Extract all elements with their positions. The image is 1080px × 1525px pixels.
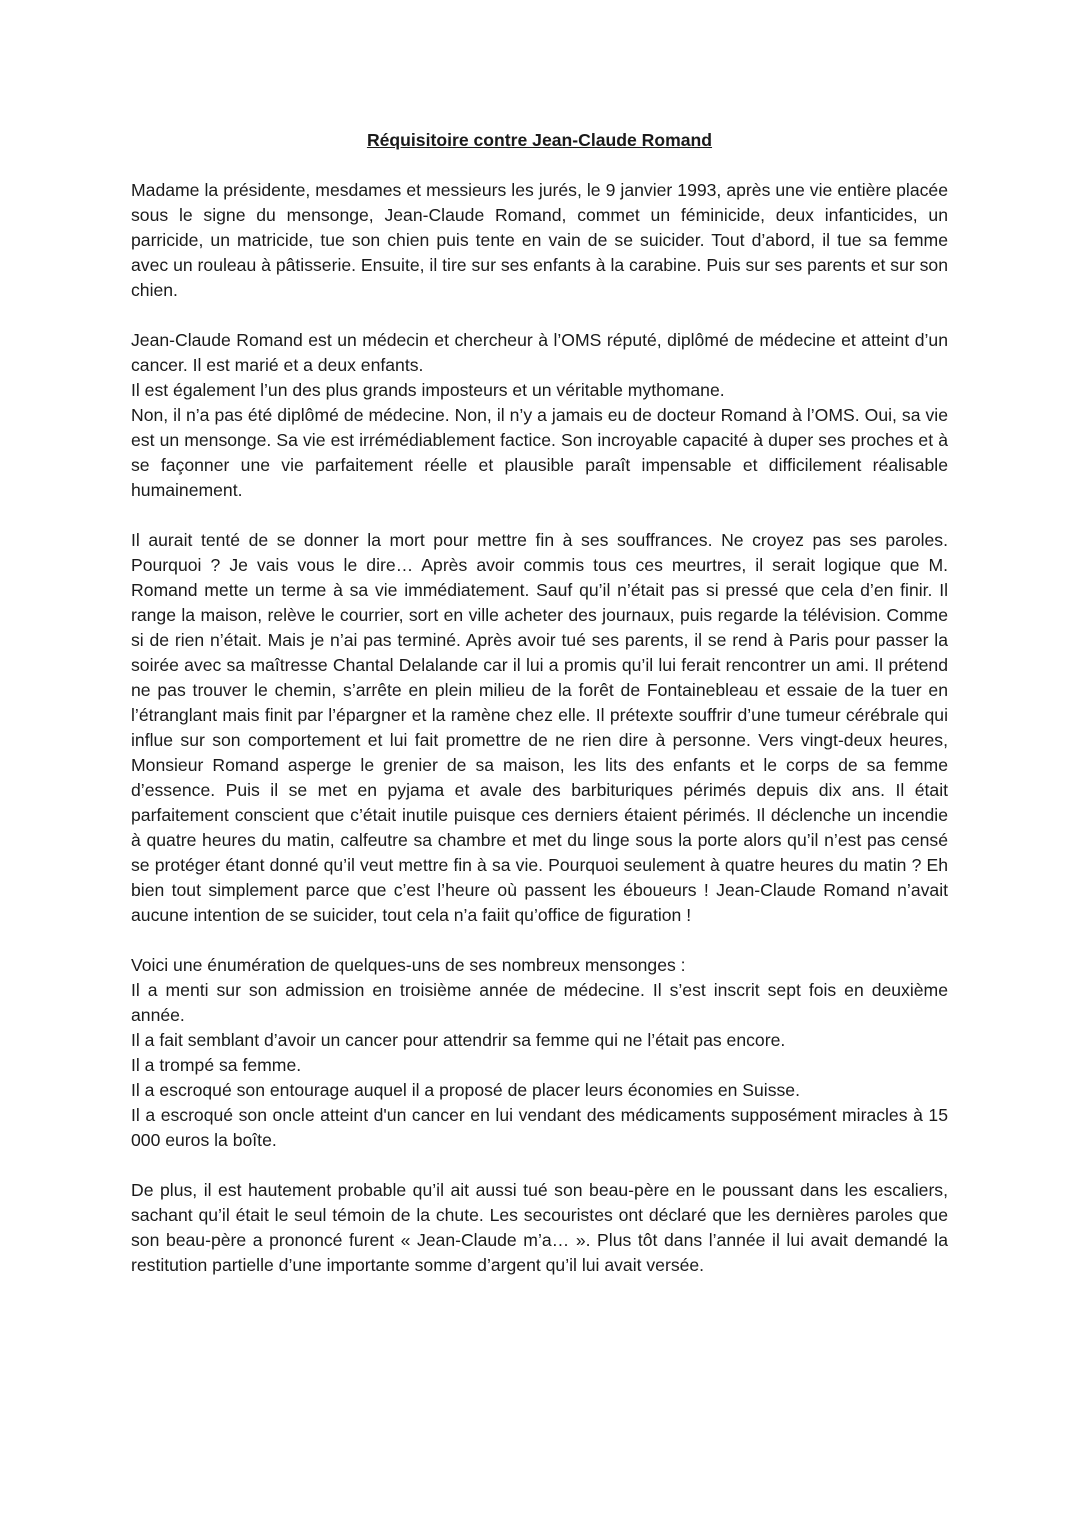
list-item: Il a escroqué son entourage auquel il a proposé de placer leurs économies en Suisse. [131,1080,800,1100]
section-identity [131,328,948,503]
document-title: Réquisitoire contre Jean-Claude Romand [366,130,713,150]
list-item: Il a escroqué son oncle atteint d'un cancer en lui vendant des médicaments supposément miracles à 15 000 euros la boîte. [131,1105,948,1150]
paragraph-intro: Madame la présidente, mesdames et messieurs les jurés, le 9 janvier 1993, après une vie entière placée sous le signe du mensonge, Jean-Claude Romand, commet un féminicide, deux infanticides, un parricide, un matricide, tue son chien puis tente en vain de se suicider. Tout d’abord, il tue sa femme avec un rouleau à pâtisserie. Ensuite, il tire sur ses enfants à la carabine. Puis sur ses parents et sur son chien. [131,180,948,300]
lies-list-intro: Voici une énumération de quelques-uns de ses nombreux mensonges : [131,955,686,975]
list-item: Il a trompé sa femme. [131,1055,302,1075]
list-item: Il a fait semblant d’avoir un cancer pour attendrir sa femme qui ne l’était pas encore. [131,1030,786,1050]
list-item: Il a menti sur son admission en troisième année de médecine. Il s’est inscrit sept fois en deuxième année. [131,980,948,1025]
paragraph-identity: Jean-Claude Romand est un médecin et chercheur à l’OMS réputé, diplômé de médecine et atteint d’un cancer. Il est marié et a deux enfants. [131,330,948,375]
paragraph-lies: Non, il n’a pas été diplômé de médecine. Non, il n’y a jamais eu de docteur Romand à l’OMS. Oui, sa vie est un mensonge. Sa vie est irrémédiablement factice. Son incroyable capacité à duper ses proches et à se façonner une vie parfaitement réelle et plausible paraît impensable et difficilement réalisable humainement. [131,405,948,500]
paragraph-father-in-law: De plus, il est hautement probable qu’il ait aussi tué son beau-père en le poussant dans les escaliers, sachant qu’il était le seul témoin de la chute. Les secouristes ont déclaré que les dernières paroles que son beau-père a prononcé furent « Jean-Claude m’a… ». Plus tôt dans l’année il lui avait demandé la restitution partielle d’une importante somme d’argent qu’il lui avait versée. [131,1180,948,1275]
paragraph-suicide-attempt: Il aurait tenté de se donner la mort pour mettre fin à ses souffrances. Ne croyez pas ses paroles. Pourquoi ? Je vais vous le dire… Après avoir commis tous ces meurtres, il serait logique que M. Romand mette un terme à sa vie immédiatement. Sauf qu’il n’était pas si pressé que cela d’en finir. Il range la maison, relève le courrier, sort en ville acheter des journaux, puis regarde la télévision. Comme si de rien n’était. Mais je n’ai pas terminé. Après avoir tué ses parents, il se rend à Paris pour passer la soirée avec sa maîtresse Chantal Delalande car il lui a promis qu’il lui ferait rencontrer un ami. Il prétend ne pas trouver le chemin, s’arrête en plein milieu de la forêt de Fontainebleau et essaie de la tuer en l’étranglant mais finit par l’épargner et la ramène chez elle. Il prétexte souffrir d’une tumeur cérébrale qui influe sur son comportement et lui fait promettre de ne rien dire à personne. Vers vingt-deux heures, Monsieur Romand asperge le grenier de sa maison, les lits des enfants et le corps de sa femme d’essence. Puis il se met en pyjama et avale des barbituriques périmés depuis dix ans. Il était parfaitement conscient que c’était inutile puisque ces derniers étaient périmés. Il déclenche un incendie à quatre heures du matin, calfeutre sa chambre et met du linge sous la porte alors qu’il n’est pas censé se protéger étant donné qu’il veut mettre fin à sa vie. Pourquoi seulement à quatre heures du matin ? Eh bien tout simplement parce que c’est l’heure où passent les éboueurs ! Jean-Claude Romand n’avait aucune intention de se suicider, tout cela n’a faiit qu’office de figuration ! [131,530,948,925]
document-body [131,128,948,1278]
section-lies-list [131,953,948,1153]
paragraph-impostor: Il est également l’un des plus grands imposteurs et un véritable mythomane. [131,380,725,400]
